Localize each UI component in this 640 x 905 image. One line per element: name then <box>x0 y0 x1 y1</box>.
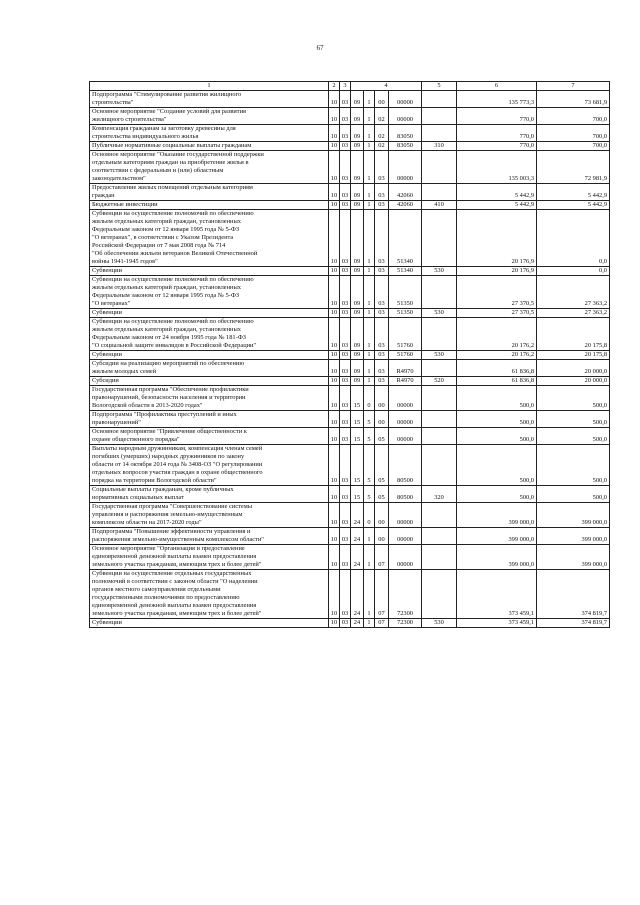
row-name: Основное мероприятие "Организация и предоставление единовременной денежной выплаты взамен предоставления земельного участка гражданам, имеющим трех и более детей" <box>90 545 329 570</box>
subsection-code: 03 <box>340 108 351 125</box>
row-name: Субвенции на осуществление полномочий по обеспечению жильем отдельных категорий граждан, установленных Федеральным законом от 12 января 1995 года № 5-ФЗ "О ветеранах", в соответствии с Указом Президента Российской Федерации от 7 мая 2008 года № 714 "Об обеспечении жильем ветеранов Великой Отечественной войны 1941-1945 годов" <box>90 210 329 267</box>
header-row <box>90 82 610 91</box>
row-name: Субвенции на осуществление полномочий по обеспечению жильем отдельных категорий граждан, установленных Федеральным законом от 24 ноября 1995 года № 181-ФЗ "О социальной защите инвалидов в Российской Федерации" <box>90 318 329 351</box>
direction-code: 51350 <box>389 309 422 318</box>
program-code: 15 <box>351 386 364 411</box>
amount-2021: 500,0 <box>457 445 537 486</box>
subsection-code: 03 <box>340 276 351 309</box>
program-code: 09 <box>351 276 364 309</box>
expense-type-code <box>422 151 457 184</box>
section-code: 10 <box>329 528 340 545</box>
row-name: Субвенции <box>90 309 329 318</box>
amount-2022: 500,0 <box>537 386 610 411</box>
header-col-4: 4 <box>351 82 422 91</box>
subprogram-code: 1 <box>364 619 375 628</box>
table-row <box>90 201 610 210</box>
program-code: 24 <box>351 619 364 628</box>
amount-2022: 5 442,9 <box>537 201 610 210</box>
direction-code: 00000 <box>389 545 422 570</box>
direction-code: 83050 <box>389 142 422 151</box>
table-row <box>90 545 610 570</box>
program-code: 09 <box>351 108 364 125</box>
expense-type-code <box>422 108 457 125</box>
amount-2022: 73 681,9 <box>537 91 610 108</box>
direction-code: 42060 <box>389 201 422 210</box>
activity-code: 07 <box>375 570 389 619</box>
row-name: Подпрограмма "Повышение эффективности управления и распоряжения земельно-имущественным комплексом области" <box>90 528 329 545</box>
program-code: 09 <box>351 91 364 108</box>
amount-2021: 500,0 <box>457 411 537 428</box>
table-row <box>90 570 610 619</box>
activity-code: 03 <box>375 377 389 386</box>
program-code: 09 <box>351 377 364 386</box>
header-col-1: 1 <box>90 82 329 91</box>
expense-type-code <box>422 528 457 545</box>
row-name: Субвенции на осуществление полномочий по обеспечению жильем отдельных категорий граждан, установленных Федеральным законом от 12 января 1995 года № 5-ФЗ "О ветеранах" <box>90 276 329 309</box>
section-code: 10 <box>329 142 340 151</box>
subsection-code: 03 <box>340 428 351 445</box>
direction-code: 80500 <box>389 445 422 486</box>
row-name: Публичные нормативные социальные выплаты гражданам <box>90 142 329 151</box>
expense-type-code <box>422 570 457 619</box>
subprogram-code: 1 <box>364 318 375 351</box>
amount-2022: 399 000,0 <box>537 528 610 545</box>
page-number: 67 <box>316 44 324 52</box>
section-code: 10 <box>329 125 340 142</box>
section-code: 10 <box>329 91 340 108</box>
table-body <box>90 91 610 628</box>
section-code: 10 <box>329 570 340 619</box>
header-col-7: 7 <box>537 82 610 91</box>
amount-2022: 27 363,2 <box>537 276 610 309</box>
direction-code: 00000 <box>389 528 422 545</box>
program-code: 09 <box>351 151 364 184</box>
program-code: 09 <box>351 142 364 151</box>
section-code: 10 <box>329 411 340 428</box>
activity-code: 03 <box>375 267 389 276</box>
table-row <box>90 318 610 351</box>
activity-code: 03 <box>375 309 389 318</box>
section-code: 10 <box>329 445 340 486</box>
section-code: 10 <box>329 619 340 628</box>
amount-2021: 5 442,9 <box>457 201 537 210</box>
subsection-code: 03 <box>340 184 351 201</box>
expense-type-code: 310 <box>422 142 457 151</box>
row-name: Государственная программа "Обеспечение профилактики правонарушений, безопасности населения и территории Вологодской области в 2013-2020 годах" <box>90 386 329 411</box>
subprogram-code: 1 <box>364 377 375 386</box>
amount-2022: 700,0 <box>537 108 610 125</box>
table-row <box>90 108 610 125</box>
program-code: 15 <box>351 445 364 486</box>
section-code: 10 <box>329 377 340 386</box>
amount-2021: 20 176,2 <box>457 351 537 360</box>
amount-2021: 135 003,3 <box>457 151 537 184</box>
subsection-code: 03 <box>340 619 351 628</box>
activity-code: 02 <box>375 142 389 151</box>
amount-2022: 500,0 <box>537 411 610 428</box>
expense-type-code <box>422 386 457 411</box>
activity-code: 07 <box>375 545 389 570</box>
amount-2021: 399 000,0 <box>457 503 537 528</box>
amount-2022: 500,0 <box>537 486 610 503</box>
direction-code: 83050 <box>389 125 422 142</box>
subsection-code: 03 <box>340 91 351 108</box>
table-row <box>90 267 610 276</box>
expense-type-code <box>422 360 457 377</box>
header-col-2: 2 <box>329 82 340 91</box>
table-row <box>90 351 610 360</box>
expense-type-code <box>422 445 457 486</box>
table-row <box>90 276 610 309</box>
subsection-code: 03 <box>340 377 351 386</box>
amount-2022: 500,0 <box>537 445 610 486</box>
subsection-code: 03 <box>340 570 351 619</box>
direction-code: 72300 <box>389 619 422 628</box>
subsection-code: 03 <box>340 528 351 545</box>
section-code: 10 <box>329 318 340 351</box>
subsection-code: 03 <box>340 267 351 276</box>
direction-code: 51760 <box>389 351 422 360</box>
direction-code: 80500 <box>389 486 422 503</box>
direction-code: R4970 <box>389 377 422 386</box>
section-code: 10 <box>329 276 340 309</box>
section-code: 10 <box>329 151 340 184</box>
amount-2022: 20 000,0 <box>537 360 610 377</box>
section-code: 10 <box>329 267 340 276</box>
activity-code: 05 <box>375 428 389 445</box>
subsection-code: 03 <box>340 142 351 151</box>
amount-2021: 770,0 <box>457 125 537 142</box>
row-name: Социальные выплаты гражданам, кроме публичных нормативных социальных выплат <box>90 486 329 503</box>
amount-2022: 500,0 <box>537 428 610 445</box>
program-code: 09 <box>351 318 364 351</box>
row-name: Бюджетные инвестиции <box>90 201 329 210</box>
amount-2021: 373 459,1 <box>457 619 537 628</box>
row-name: Основное мероприятие "Создание условий для развития жилищного строительства" <box>90 108 329 125</box>
subprogram-code: 1 <box>364 360 375 377</box>
program-code: 09 <box>351 210 364 267</box>
subprogram-code: 1 <box>364 267 375 276</box>
row-name: Компенсация гражданам за заготовку древесины для строительства индивидуального жилья <box>90 125 329 142</box>
section-code: 10 <box>329 360 340 377</box>
amount-2021: 20 176,2 <box>457 318 537 351</box>
table-row <box>90 386 610 411</box>
table-row <box>90 210 610 267</box>
budget-table <box>89 81 610 628</box>
program-code: 09 <box>351 360 364 377</box>
direction-code: 00000 <box>389 503 422 528</box>
row-name: Государственная программа "Совершенствование системы управления и распоряжения земельно-имущественным комплексом области на 2017-2020 годы" <box>90 503 329 528</box>
table-row <box>90 309 610 318</box>
expense-type-code <box>422 428 457 445</box>
subprogram-code: 0 <box>364 386 375 411</box>
amount-2021: 770,0 <box>457 108 537 125</box>
table-row <box>90 151 610 184</box>
table-row <box>90 142 610 151</box>
program-code: 24 <box>351 528 364 545</box>
amount-2021: 27 370,5 <box>457 309 537 318</box>
expense-type-code <box>422 210 457 267</box>
direction-code: 00000 <box>389 151 422 184</box>
activity-code: 02 <box>375 108 389 125</box>
subprogram-code: 1 <box>364 108 375 125</box>
subprogram-code: 5 <box>364 411 375 428</box>
activity-code: 00 <box>375 411 389 428</box>
subprogram-code: 1 <box>364 184 375 201</box>
program-code: 09 <box>351 267 364 276</box>
expense-type-code <box>422 503 457 528</box>
activity-code: 03 <box>375 151 389 184</box>
amount-2022: 27 363,2 <box>537 309 610 318</box>
expense-type-code <box>422 411 457 428</box>
direction-code: 72300 <box>389 570 422 619</box>
section-code: 10 <box>329 108 340 125</box>
section-code: 10 <box>329 351 340 360</box>
amount-2022: 374 819,7 <box>537 570 610 619</box>
direction-code: 00000 <box>389 428 422 445</box>
table-row <box>90 486 610 503</box>
amount-2021: 20 176,9 <box>457 267 537 276</box>
row-name: Субвенции <box>90 619 329 628</box>
subprogram-code: 1 <box>364 528 375 545</box>
expense-type-code <box>422 125 457 142</box>
table-row <box>90 184 610 201</box>
program-code: 09 <box>351 201 364 210</box>
subprogram-code: 5 <box>364 445 375 486</box>
program-code: 09 <box>351 351 364 360</box>
direction-code: R4970 <box>389 360 422 377</box>
amount-2022: 700,0 <box>537 125 610 142</box>
activity-code: 03 <box>375 351 389 360</box>
amount-2021: 27 370,5 <box>457 276 537 309</box>
program-code: 24 <box>351 545 364 570</box>
section-code: 10 <box>329 309 340 318</box>
amount-2021: 500,0 <box>457 428 537 445</box>
amount-2022: 0,0 <box>537 267 610 276</box>
expense-type-code: 530 <box>422 267 457 276</box>
activity-code: 05 <box>375 445 389 486</box>
activity-code: 03 <box>375 276 389 309</box>
activity-code: 03 <box>375 360 389 377</box>
amount-2022: 20 175,8 <box>537 351 610 360</box>
subprogram-code: 1 <box>364 276 375 309</box>
subsection-code: 03 <box>340 318 351 351</box>
row-name: Подпрограмма "Профилактика преступлений и иных правонарушений" <box>90 411 329 428</box>
table-row <box>90 528 610 545</box>
subsection-code: 03 <box>340 411 351 428</box>
activity-code: 03 <box>375 201 389 210</box>
activity-code: 05 <box>375 486 389 503</box>
header-col-6: 6 <box>457 82 537 91</box>
row-name: Субвенции <box>90 267 329 276</box>
direction-code: 51340 <box>389 267 422 276</box>
expense-type-code: 320 <box>422 486 457 503</box>
program-code: 24 <box>351 503 364 528</box>
subprogram-code: 5 <box>364 486 375 503</box>
activity-code: 00 <box>375 503 389 528</box>
amount-2022: 20 175,8 <box>537 318 610 351</box>
expense-type-code <box>422 184 457 201</box>
expense-type-code: 530 <box>422 351 457 360</box>
subsection-code: 03 <box>340 201 351 210</box>
subprogram-code: 1 <box>364 142 375 151</box>
amount-2021: 5 442,9 <box>457 184 537 201</box>
expense-type-code <box>422 91 457 108</box>
subprogram-code: 1 <box>364 210 375 267</box>
amount-2022: 700,0 <box>537 142 610 151</box>
program-code: 15 <box>351 486 364 503</box>
amount-2022: 399 000,0 <box>537 503 610 528</box>
expense-type-code <box>422 276 457 309</box>
subsection-code: 03 <box>340 445 351 486</box>
amount-2022: 0,0 <box>537 210 610 267</box>
direction-code: 00000 <box>389 411 422 428</box>
subprogram-code: 0 <box>364 503 375 528</box>
subsection-code: 03 <box>340 545 351 570</box>
expense-type-code <box>422 545 457 570</box>
subprogram-code: 1 <box>364 91 375 108</box>
table-row <box>90 411 610 428</box>
amount-2022: 5 442,9 <box>537 184 610 201</box>
amount-2022: 72 981,9 <box>537 151 610 184</box>
section-code: 10 <box>329 428 340 445</box>
program-code: 24 <box>351 570 364 619</box>
amount-2021: 399 000,0 <box>457 545 537 570</box>
program-code: 09 <box>351 309 364 318</box>
activity-code: 03 <box>375 318 389 351</box>
direction-code: 51350 <box>389 276 422 309</box>
program-code: 09 <box>351 184 364 201</box>
activity-code: 02 <box>375 125 389 142</box>
subsection-code: 03 <box>340 210 351 267</box>
table-row <box>90 428 610 445</box>
section-code: 10 <box>329 386 340 411</box>
row-name: Субвенции на осуществление отдельных государственных полномочий в соответствии с законом области "О наделении органов местного самоуправления отдельными государственными полномочиями по предоставлению единовременной денежной выплаты взамен предоставления земельного участка гражданам, имеющим трех и более детей" <box>90 570 329 619</box>
section-code: 10 <box>329 210 340 267</box>
row-name: Основное мероприятие "Привлечение общественности к охране общественного порядка" <box>90 428 329 445</box>
subsection-code: 03 <box>340 386 351 411</box>
subsection-code: 03 <box>340 486 351 503</box>
subprogram-code: 5 <box>364 428 375 445</box>
subsection-code: 03 <box>340 125 351 142</box>
amount-2022: 20 000,0 <box>537 377 610 386</box>
amount-2021: 61 836,8 <box>457 360 537 377</box>
subsection-code: 03 <box>340 309 351 318</box>
activity-code: 07 <box>375 619 389 628</box>
expense-type-code: 520 <box>422 377 457 386</box>
table-row <box>90 445 610 486</box>
row-name: Предоставление жилых помещений отдельным категориям граждан <box>90 184 329 201</box>
expense-type-code: 530 <box>422 309 457 318</box>
direction-code: 00000 <box>389 386 422 411</box>
subsection-code: 03 <box>340 351 351 360</box>
section-code: 10 <box>329 486 340 503</box>
amount-2021: 373 459,1 <box>457 570 537 619</box>
activity-code: 03 <box>375 184 389 201</box>
direction-code: 00000 <box>389 91 422 108</box>
table-row <box>90 360 610 377</box>
expense-type-code <box>422 318 457 351</box>
activity-code: 00 <box>375 528 389 545</box>
subprogram-code: 1 <box>364 570 375 619</box>
table-row <box>90 91 610 108</box>
subsection-code: 03 <box>340 151 351 184</box>
program-code: 09 <box>351 125 364 142</box>
table-row <box>90 377 610 386</box>
subprogram-code: 1 <box>364 125 375 142</box>
activity-code: 00 <box>375 386 389 411</box>
row-name: Субсидии на реализацию мероприятий по обеспечению жильем молодых семей <box>90 360 329 377</box>
expense-type-code: 530 <box>422 619 457 628</box>
subsection-code: 03 <box>340 503 351 528</box>
program-code: 15 <box>351 428 364 445</box>
expense-type-code: 410 <box>422 201 457 210</box>
section-code: 10 <box>329 201 340 210</box>
table-row <box>90 125 610 142</box>
activity-code: 00 <box>375 91 389 108</box>
direction-code: 42060 <box>389 184 422 201</box>
header-col-3: 3 <box>340 82 351 91</box>
header-col-5: 5 <box>422 82 457 91</box>
amount-2021: 770,0 <box>457 142 537 151</box>
subprogram-code: 1 <box>364 309 375 318</box>
direction-code: 51760 <box>389 318 422 351</box>
direction-code: 51340 <box>389 210 422 267</box>
subprogram-code: 1 <box>364 151 375 184</box>
section-code: 10 <box>329 503 340 528</box>
row-name: Выплаты народным дружинникам, компенсация членам семей погибших (умерших) народных дружинников по закону области от 14 октября 2014 года № 3408-ОЗ "О регулировании отдельных вопросов участия граждан в охране общественного порядка на территории Вологодской области" <box>90 445 329 486</box>
amount-2021: 20 176,9 <box>457 210 537 267</box>
direction-code: 00000 <box>389 108 422 125</box>
amount-2021: 399 000,0 <box>457 528 537 545</box>
subsection-code: 03 <box>340 360 351 377</box>
row-name: Субсидии <box>90 377 329 386</box>
amount-2021: 500,0 <box>457 386 537 411</box>
row-name: Основное мероприятие "Оказание государственной поддержки отдельным категориям граждан на приобретение жилья в соответствии с федеральным и (или) областным законодательством" <box>90 151 329 184</box>
program-code: 15 <box>351 411 364 428</box>
table-row <box>90 619 610 628</box>
table-row <box>90 503 610 528</box>
section-code: 10 <box>329 545 340 570</box>
amount-2021: 61 836,8 <box>457 377 537 386</box>
amount-2021: 500,0 <box>457 486 537 503</box>
row-name: Субвенции <box>90 351 329 360</box>
subprogram-code: 1 <box>364 545 375 570</box>
amount-2022: 374 819,7 <box>537 619 610 628</box>
row-name: Подпрограмма "Стимулирование развития жилищного строительства" <box>90 91 329 108</box>
amount-2022: 399 000,0 <box>537 545 610 570</box>
section-code: 10 <box>329 184 340 201</box>
activity-code: 03 <box>375 210 389 267</box>
amount-2021: 135 773,3 <box>457 91 537 108</box>
subprogram-code: 1 <box>364 201 375 210</box>
subprogram-code: 1 <box>364 351 375 360</box>
